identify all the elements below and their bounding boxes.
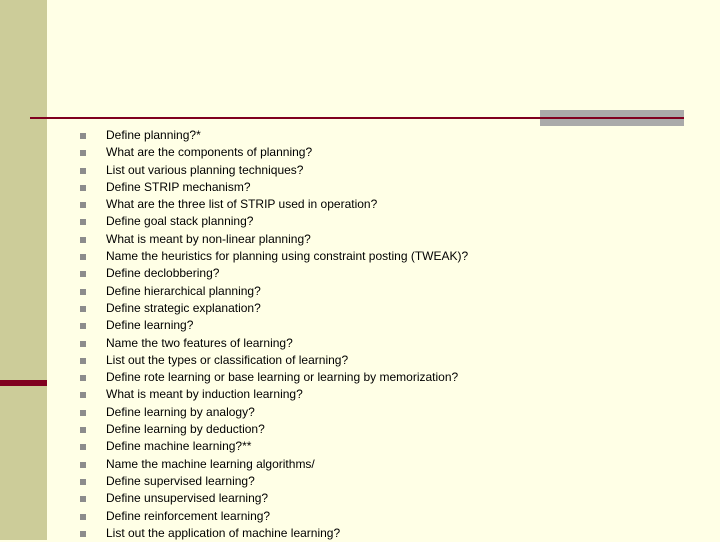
square-bullet-icon [80,444,86,450]
question-text: Define learning? [106,318,194,333]
square-bullet-icon [80,462,86,468]
question-text: Define hierarchical planning? [106,283,261,298]
list-item [0,525,720,542]
square-bullet-icon [80,185,86,191]
square-bullet-icon [80,531,86,537]
list-item [0,162,720,179]
list-item [0,369,720,386]
list-item [0,404,720,421]
question-text: Name the two features of learning? [106,335,293,350]
list-item [0,508,720,525]
square-bullet-icon [80,496,86,502]
question-text: Define supervised learning? [106,473,255,488]
list-item [0,144,720,161]
square-bullet-icon [80,358,86,364]
question-text: Define machine learning?** [106,439,252,454]
square-bullet-icon [80,427,86,433]
square-bullet-icon [80,341,86,347]
square-bullet-icon [80,202,86,208]
square-bullet-icon [80,306,86,312]
question-text: Define goal stack planning? [106,214,254,229]
square-bullet-icon [80,168,86,174]
list-item [0,231,720,248]
list-item [0,473,720,490]
square-bullet-icon [80,410,86,416]
list-item [0,179,720,196]
question-text: Define rote learning or base learning or learning by memorization? [106,370,459,385]
question-text: Define strategic explanation? [106,300,261,315]
list-item [0,352,720,369]
question-text: What is meant by induction learning? [106,387,303,402]
question-text: Define declobbering? [106,266,220,281]
list-item [0,386,720,403]
question-text: Name the heuristics for planning using constraint posting (TWEAK)? [106,249,469,264]
list-item [0,283,720,300]
square-bullet-icon [80,150,86,156]
list-item [0,438,720,455]
list-item [0,213,720,230]
square-bullet-icon [80,479,86,485]
square-bullet-icon [80,289,86,295]
list-item [0,317,720,334]
square-bullet-icon [80,392,86,398]
list-item [0,456,720,473]
question-text: Define reinforcement learning? [106,508,271,523]
square-bullet-icon [80,514,86,520]
square-bullet-icon [80,323,86,329]
list-item [0,196,720,213]
list-item [0,265,720,282]
square-bullet-icon [80,219,86,225]
question-text: What are the components of planning? [106,145,313,160]
list-item [0,335,720,352]
square-bullet-icon [80,271,86,277]
question-text: What are the three list of STRIP used in operation? [106,197,378,212]
square-bullet-icon [80,237,86,243]
question-text: List out the application of machine learning? [106,525,341,540]
question-list [0,127,720,542]
question-text: List out the types or classification of learning? [106,352,349,367]
square-bullet-icon [80,254,86,260]
square-bullet-icon [80,133,86,139]
list-item [0,490,720,507]
question-text: Define learning by deduction? [106,422,265,437]
title-rule-block [540,110,684,126]
question-text: Define unsupervised learning? [106,491,269,506]
question-text: Define planning?* [106,128,201,142]
question-text: What is meant by non-linear planning? [106,231,311,246]
question-text: Name the machine learning algorithms/ [106,456,315,471]
list-item [0,127,720,144]
list-item [0,248,720,265]
square-bullet-icon [80,375,86,381]
list-item [0,421,720,438]
question-text: Define STRIP mechanism? [106,179,251,194]
question-text: List out various planning techniques? [106,162,304,177]
question-text: Define learning by analogy? [106,404,255,419]
list-item [0,300,720,317]
